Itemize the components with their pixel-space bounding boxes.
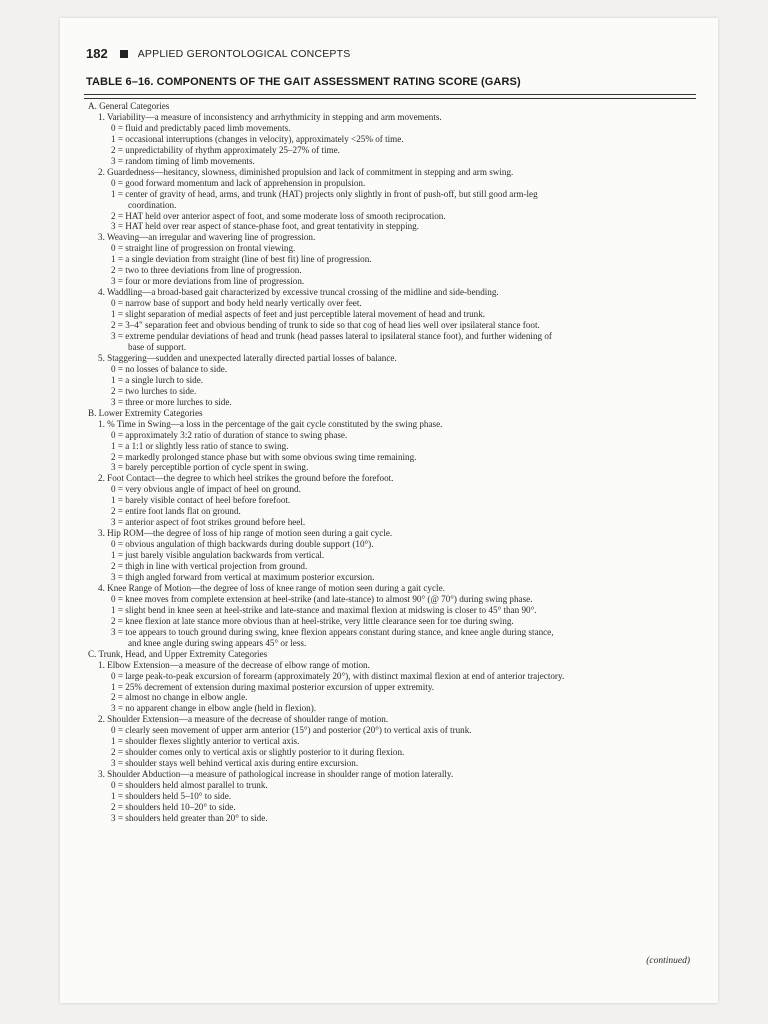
item-heading: 2. Foot Contact—the degree to which heel strikes the ground before the forefoot. bbox=[98, 473, 394, 484]
category-heading: A. General Categories bbox=[88, 101, 170, 111]
score-line: 1 = shoulder flexes slightly anterior to vertical axis. bbox=[111, 736, 300, 747]
table-body bbox=[88, 101, 688, 824]
category-heading: B. Lower Extremity Categories bbox=[88, 407, 203, 418]
score-line: 0 = fluid and predictably paced limb movements. bbox=[111, 122, 291, 133]
score-line: 2 = markedly prolonged stance phase but with some obvious swing time remaining. bbox=[111, 451, 417, 462]
score-line: 1 = slight separation of medial aspects of feet and just perceptible lateral movement of head and trunk. bbox=[111, 309, 486, 320]
score-line-continuation: and knee angle during swing appears 45° or less. bbox=[128, 637, 307, 648]
item-heading: 1. Elbow Extension—a measure of the decrease of elbow range of motion. bbox=[98, 659, 370, 670]
score-line: 0 = clearly seen movement of upper arm anterior (15°) and posterior (20°) to vertical axis of trunk. bbox=[111, 725, 472, 736]
score-line: 3 = anterior aspect of foot strikes ground before heel. bbox=[111, 517, 306, 528]
score-line: 1 = a single lurch to side. bbox=[111, 374, 204, 385]
score-line: 2 = thigh in line with vertical projection from ground. bbox=[111, 561, 308, 572]
score-line: 1 = slight bend in knee seen at heel-strike and late-stance and maximal flexion at midswing is closer to 45° than 90°. bbox=[111, 604, 537, 615]
score-line: 1 = a 1:1 or slightly less ratio of stance to swing. bbox=[111, 440, 289, 451]
score-line: 1 = shoulders held 5–10° to side. bbox=[111, 791, 232, 802]
item-heading: 1. Variability—a measure of inconsistency and arrhythmicity in stepping and arm movements. bbox=[98, 111, 442, 122]
score-line: 2 = entire foot lands flat on ground. bbox=[111, 506, 241, 517]
score-line: 0 = good forward momentum and lack of apprehension in propulsion. bbox=[111, 177, 366, 188]
score-line: 2 = almost no change in elbow angle. bbox=[111, 692, 248, 703]
score-line: 2 = shoulder comes only to vertical axis or slightly posterior to it during flexion. bbox=[111, 747, 405, 758]
score-line: 0 = very obvious angle of impact of heel on ground. bbox=[111, 484, 301, 495]
item-heading: 3. Weaving—an irregular and wavering line of progression. bbox=[98, 232, 316, 243]
table-header-rule bbox=[84, 98, 696, 99]
score-line: 1 = 25% decrement of extension during maximal posterior excursion of upper extremity. bbox=[111, 681, 435, 692]
table-top-rule bbox=[84, 94, 696, 95]
item-heading: 2. Guardedness—hesitancy, slowness, diminished propulsion and lack of commitment in stepping and arm swing. bbox=[98, 166, 514, 177]
score-line: 3 = shoulder stays well behind vertical axis during entire excursion. bbox=[111, 758, 359, 769]
score-line: 2 = unpredictability of rhythm approximately 25–27% of time. bbox=[111, 144, 340, 155]
category-heading: C. Trunk, Head, and Upper Extremity Categories bbox=[88, 648, 268, 659]
score-line: 2 = 3–4" separation feet and obvious bending of trunk to side so that cog of head lies well over ipsilateral stance foot. bbox=[111, 320, 540, 331]
book-title: APPLIED GERONTOLOGICAL CONCEPTS bbox=[137, 47, 351, 60]
score-line: 1 = just barely visible angulation backwards from vertical. bbox=[111, 550, 325, 561]
score-line: 3 = barely perceptible portion of cycle spent in swing. bbox=[111, 462, 309, 473]
score-line: 3 = thigh angled forward from vertical at maximum posterior excursion. bbox=[111, 571, 375, 582]
score-line: 2 = knee flexion at late stance more obvious than at heel-strike, very little clearance seen for toe during swing. bbox=[111, 615, 514, 626]
document-page bbox=[60, 18, 718, 1003]
table-title: TABLE 6–16. COMPONENTS OF THE GAIT ASSESSMENT RATING SCORE (GARS) bbox=[86, 76, 521, 88]
score-line: 3 = three or more lurches to side. bbox=[111, 396, 232, 407]
score-line: 2 = two to three deviations from line of progression. bbox=[111, 265, 302, 276]
score-line: 0 = no losses of balance to side. bbox=[111, 363, 228, 374]
score-line: 3 = toe appears to touch ground during swing, knee flexion appears constant during stance, and knee angle during stance, bbox=[111, 626, 554, 637]
item-heading: 2. Shoulder Extension—a measure of the decrease of shoulder range of motion. bbox=[98, 714, 389, 725]
score-line: 3 = four or more deviations from line of progression. bbox=[111, 276, 305, 287]
score-line: 2 = HAT held over anterior aspect of foot, and some moderate loss of smooth reciprocation. bbox=[111, 210, 446, 221]
page-number: 182 bbox=[86, 46, 108, 61]
score-line: 3 = random timing of limb movements. bbox=[111, 155, 255, 166]
score-line: 3 = shoulders held greater than 20° to side. bbox=[111, 812, 268, 823]
score-line: 2 = shoulders held 10–20° to side. bbox=[111, 802, 236, 812]
score-line: 3 = no apparent change in elbow angle (held in flexion). bbox=[111, 703, 317, 714]
score-line: 0 = straight line of progression on frontal viewing. bbox=[111, 243, 296, 254]
running-head bbox=[86, 46, 350, 61]
item-heading: 5. Staggering—sudden and unexpected laterally directed partial losses of balance. bbox=[98, 352, 397, 363]
score-line-continuation: base of support. bbox=[128, 341, 187, 352]
square-bullet-icon bbox=[120, 50, 128, 58]
score-line: 0 = large peak-to-peak excursion of forearm (approximately 20°), with distinct maximal flexion at end of anterior trajectory. bbox=[111, 670, 565, 681]
score-line: 1 = center of gravity of head, arms, and trunk (HAT) projects only slightly in front of push-off, but still good arm-leg bbox=[111, 188, 538, 199]
item-heading: 4. Knee Range of Motion—the degree of loss of knee range of motion seen during a gait cycle. bbox=[98, 582, 445, 593]
score-line-continuation: coordination. bbox=[128, 199, 177, 210]
score-line: 3 = extreme pendular deviations of head and trunk (head passes lateral to ipsilateral stance foot), and further widening of bbox=[111, 331, 552, 342]
score-line: 1 = occasional interruptions (changes in velocity), approximately <25% of time. bbox=[111, 133, 404, 144]
score-line: 1 = barely visible contact of heel before forefoot. bbox=[111, 495, 291, 506]
score-line: 0 = knee moves from complete extension at heel-strike (and late-stance) to almost 90° (@ 70°) during swing phase. bbox=[111, 593, 533, 604]
score-line: 2 = two lurches to side. bbox=[111, 385, 197, 396]
score-line: 0 = shoulders held almost parallel to trunk. bbox=[111, 780, 268, 791]
item-heading: 3. Shoulder Abduction—a measure of pathological increase in shoulder range of motion laterally. bbox=[98, 769, 454, 780]
item-heading: 3. Hip ROM—the degree of loss of hip range of motion seen during a gait cycle. bbox=[98, 528, 393, 539]
score-line: 3 = HAT held over rear aspect of stance-phase foot, and great tentativity in stepping. bbox=[111, 221, 420, 232]
item-heading: 4. Waddling—a broad-based gait characterized by excessive truncal crossing of the midline and side-bending. bbox=[98, 287, 499, 298]
score-line: 0 = narrow base of support and body held nearly vertically over feet. bbox=[111, 298, 362, 309]
continued-note: (continued) bbox=[646, 956, 690, 966]
score-line: 0 = approximately 3:2 ratio of duration of stance to swing phase. bbox=[111, 429, 348, 440]
score-line: 0 = obvious angulation of thigh backwards during double support (10°). bbox=[111, 539, 374, 550]
score-line: 1 = a single deviation from straight (line of best fit) line of progression. bbox=[111, 254, 372, 265]
item-heading: 1. % Time in Swing—a loss in the percentage of the gait cycle constituted by the swing phase. bbox=[98, 418, 443, 429]
